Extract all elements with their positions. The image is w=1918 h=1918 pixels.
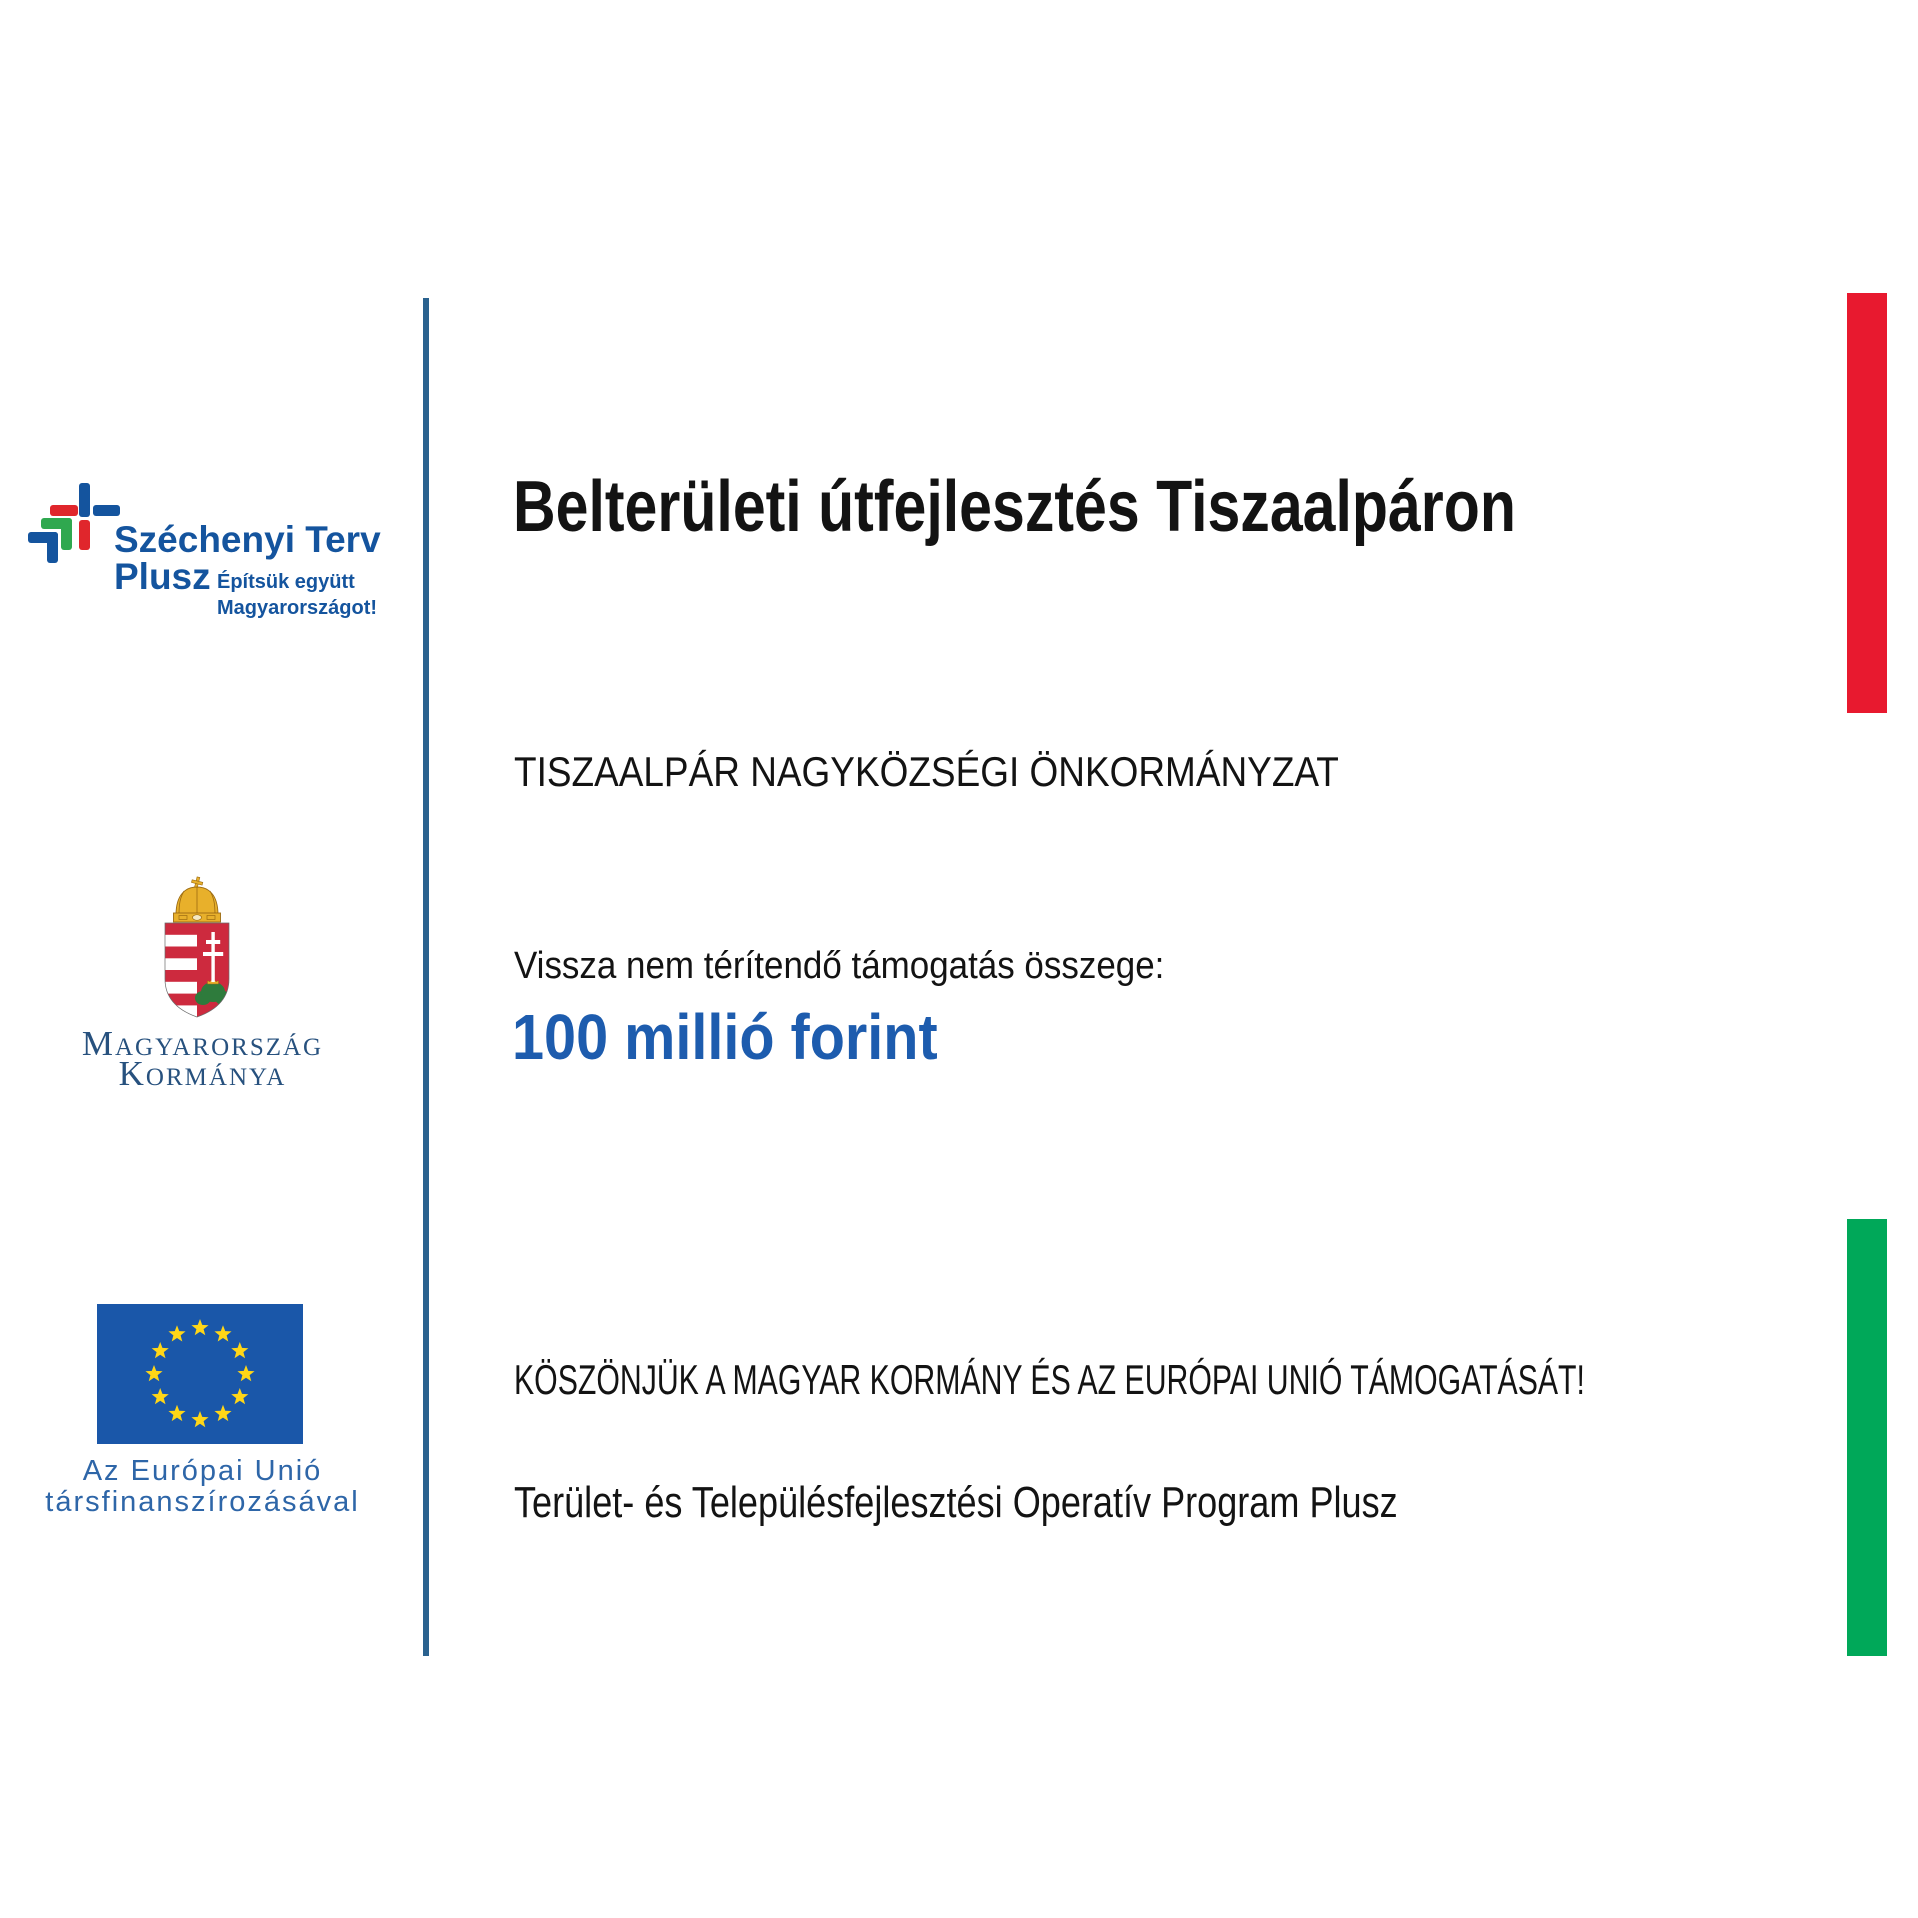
- project-title-text: Belterületi útfejlesztés Tiszaalpáron: [513, 467, 1516, 547]
- project-title: [513, 466, 1736, 548]
- beneficiary-name: [514, 748, 1451, 796]
- grant-amount-label-text: Vissza nem térítendő támogatás összege:: [514, 945, 1165, 987]
- icon-bar: [79, 520, 90, 550]
- vertical-divider-line: [423, 298, 429, 1656]
- hungarian-flag-red-bar: [1847, 293, 1887, 713]
- icon-bar: [50, 505, 78, 516]
- szechenyi-logo-name-line2: Plusz: [114, 556, 211, 597]
- eu-flag-icon: [97, 1304, 303, 1444]
- grant-amount-value: [512, 1000, 985, 1074]
- program-name-text: Terület- és Településfejlesztési Operatív Program Plusz: [514, 1478, 1398, 1527]
- eu-cofinancing-text-line1: Az Európai Unió: [82, 1455, 323, 1487]
- grant-amount-label: [514, 945, 1221, 988]
- thanks-message-text: KÖSZÖNJÜK A MAGYAR KORMÁNY ÉS AZ EURÓPAI UNIÓ TÁMOGATÁSÁT!: [514, 1356, 1585, 1403]
- program-name: [514, 1478, 1592, 1528]
- szechenyi-logo-tagline-line2: Magyarországot!: [217, 597, 378, 619]
- hungarian-coat-of-arms-icon: [162, 876, 232, 1018]
- hungarian-flag-green-bar: [1847, 1219, 1887, 1656]
- icon-bar: [93, 505, 120, 516]
- icon-bar: [79, 483, 90, 517]
- szechenyi-plus-icon: [28, 483, 120, 565]
- beneficiary-name-text: TISZAALPÁR NAGYKÖZSÉGI ÖNKORMÁNYZAT: [514, 748, 1339, 795]
- icon-bar: [47, 532, 58, 563]
- government-logo-text-line1: Magyarország: [81, 1024, 324, 1063]
- grant-amount-value-text: 100 millió forint: [512, 1001, 938, 1073]
- thanks-message: [514, 1356, 1918, 1404]
- icon-bar: [61, 518, 72, 550]
- eu-cofinancing-text-line2: társfinanszírozásával: [45, 1486, 360, 1518]
- szechenyi-logo-name-line1: Széchenyi Terv: [114, 519, 381, 560]
- szechenyi-logo-tagline-line1: Építsük együtt: [217, 571, 355, 593]
- government-logo-text-line2: Kormánya: [118, 1054, 287, 1093]
